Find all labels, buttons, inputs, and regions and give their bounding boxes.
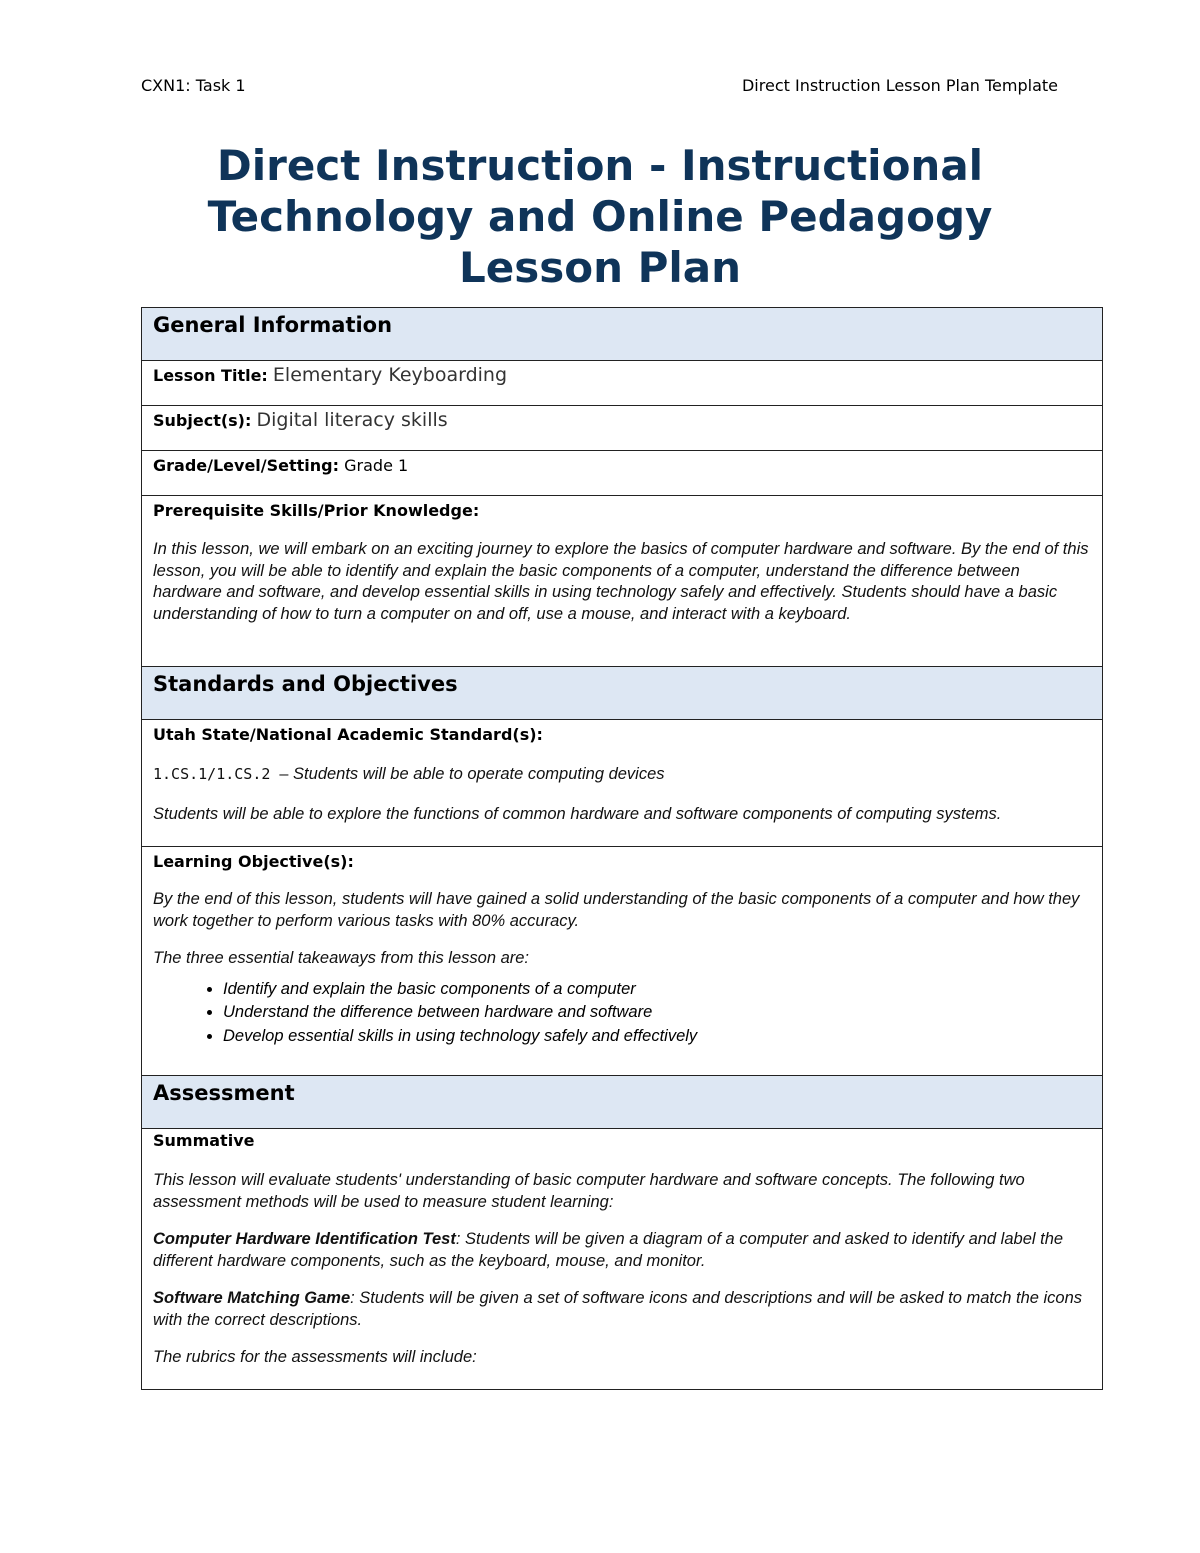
- summative-row: [142, 1129, 1103, 1390]
- header-right: Direct Instruction Lesson Plan Template: [741, 76, 1058, 95]
- prereq-row: [142, 496, 1103, 667]
- title-line-2: Technology and Online Pedagogy: [207, 192, 993, 241]
- section-assessment: [142, 1076, 1103, 1129]
- lesson-title-row: [142, 361, 1103, 406]
- title-line-3: Lesson Plan: [458, 243, 742, 292]
- grade-value: Grade 1: [344, 456, 409, 475]
- rubrics-text: The rubrics for the assessments will include:: [153, 1348, 477, 1366]
- takeaway-item: • Develop essential skills in using technology safely and effectively: [223, 1025, 1091, 1049]
- takeaway-item: • Identify and explain the basic components of a computer: [223, 978, 1091, 1002]
- takeaway-item: • Understand the difference between hardware and software: [223, 1001, 1091, 1025]
- test1-text: : Students will be given a diagram of a computer and asked to identify and label the different hardware components, such as the keyboard, mouse, and monitor.: [153, 1230, 1064, 1270]
- title-line-1: Direct Instruction - Instructional: [216, 141, 984, 190]
- prereq-text: In this lesson, we will embark on an exciting journey to explore the basics of computer hardware and software. By the end of this lesson, you will be able to identify and explain the basic components of a computer, understand the difference between hardware and software, and develop essential skills in using technology safely and effectively. Students should have a basic understanding of how to turn a computer on and off, use a mouse, and interact with a keyboard.: [153, 540, 1089, 623]
- test2-name: Software Matching Game: [153, 1289, 351, 1307]
- prereq-label: Prerequisite Skills/Prior Knowledge:: [153, 501, 480, 520]
- lesson-plan-table: [141, 307, 1103, 1390]
- test1-paragraph: [153, 1229, 1091, 1272]
- subjects-label: Subject(s):: [153, 411, 252, 430]
- test2-text: : Students will be given a set of software icons and descriptions and will be asked to match the icons with the correct descriptions.: [153, 1289, 1083, 1329]
- standards-row: [142, 720, 1103, 847]
- standard-label: Utah State/National Academic Standard(s):: [153, 725, 543, 744]
- section-standards-objectives: [142, 667, 1103, 720]
- header-left: CXN1: Task 1: [141, 76, 246, 95]
- grade-row: [142, 451, 1103, 496]
- summative-label: Summative: [153, 1131, 255, 1150]
- summative-text: This lesson will evaluate students' understanding of basic computer hardware and software concepts. The following two assessment methods will be used to measure student learning:: [153, 1171, 1025, 1211]
- objective-row: [142, 847, 1103, 1076]
- objective-label: Learning Objective(s):: [153, 852, 354, 871]
- section-heading: General Information: [153, 313, 393, 337]
- test2-paragraph: [153, 1288, 1091, 1331]
- page-title: [140, 140, 1060, 293]
- objective-text: By the end of this lesson, students will have gained a solid understanding of the basic components of a computer and how they work together to perform various tasks with 80% accuracy.: [153, 890, 1080, 930]
- takeaways-list: [153, 978, 1091, 1049]
- section-general-information: [142, 308, 1103, 361]
- standard-text: Students will be able to operate computing devices: [288, 765, 665, 783]
- lesson-title-label: Lesson Title:: [153, 366, 268, 385]
- standard-code: 1.CS.1/1.CS.2 –: [153, 765, 289, 783]
- section-heading: Standards and Objectives: [153, 672, 458, 696]
- standard-text-2: Students will be able to explore the functions of common hardware and software components of computing systems.: [153, 804, 1002, 823]
- section-heading: Assessment: [153, 1081, 295, 1105]
- test1-name: Computer Hardware Identification Test: [153, 1230, 456, 1248]
- takeaways-intro: The three essential takeaways from this lesson are:: [153, 949, 530, 967]
- subjects-value: Digital literacy skills: [256, 409, 448, 431]
- standard-line: [153, 764, 1091, 786]
- lesson-title-value: Elementary Keyboarding: [272, 364, 508, 386]
- subjects-row: [142, 406, 1103, 451]
- grade-label: Grade/Level/Setting:: [153, 456, 340, 475]
